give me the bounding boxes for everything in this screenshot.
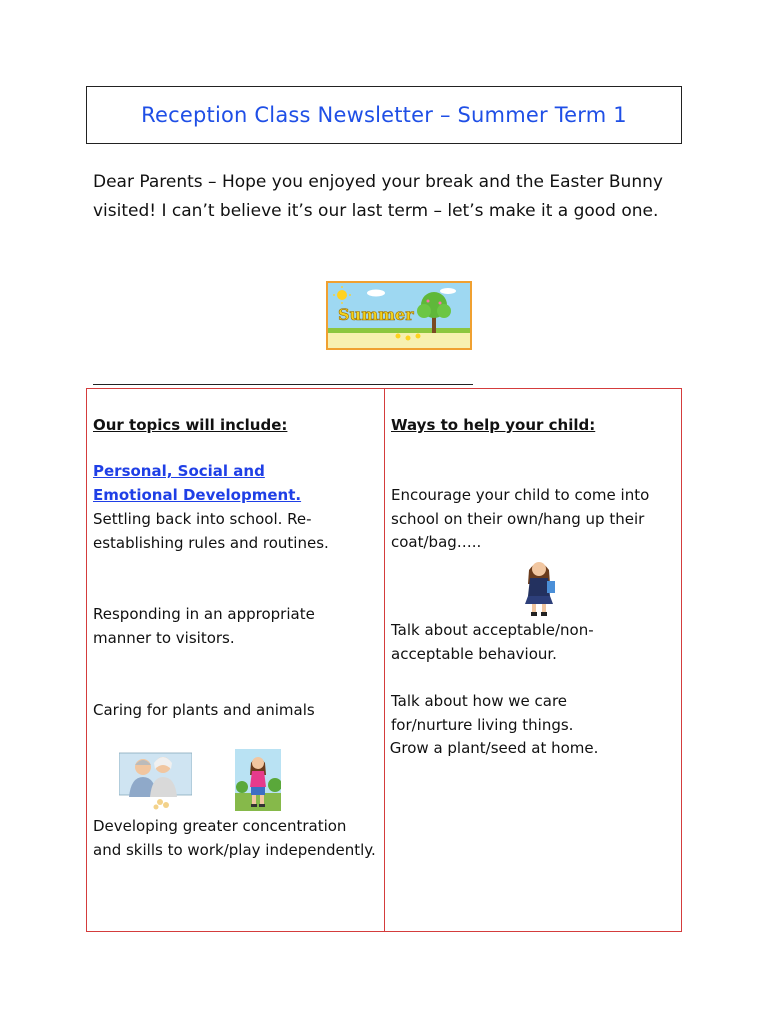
help-tip-care-line1: Talk about how we care — [391, 692, 568, 710]
topic-item-concentration: Developing greater concentration and skills to work/play independently. — [93, 817, 376, 859]
column-divider — [384, 388, 385, 932]
help-tip-behaviour: Talk about acceptable/non-acceptable behaviour. — [391, 621, 594, 663]
pse-title-line1: Personal, Social and — [93, 462, 265, 480]
schoolgirl-illustration — [519, 556, 559, 618]
summer-banner-illustration — [328, 283, 470, 348]
section-rule — [93, 384, 473, 385]
newsletter-title: Reception Class Newsletter – Summer Term 1 — [141, 103, 627, 127]
elderly-couple-image — [119, 747, 192, 810]
schoolgirl-image — [519, 556, 559, 618]
topic-item-visitors: Responding in an appropriate manner to visitors. — [93, 605, 315, 647]
girl-outdoors-image — [235, 749, 281, 811]
summer-banner-image — [326, 281, 472, 350]
help-heading: Ways to help your child: — [391, 416, 596, 434]
topic-item-settling: Settling back into school. Re-establishing rules and routines. — [93, 510, 329, 552]
girl-outdoors-illustration — [235, 749, 281, 811]
summer-banner-label: Summer — [338, 305, 414, 324]
topics-heading: Our topics will include: — [93, 416, 288, 434]
help-tip-care-line3: Grow a plant/seed at home. — [385, 739, 599, 757]
intro-paragraph: Dear Parents – Hope you enjoyed your break and the Easter Bunny visited! I can’t believe it’s our last term – let’s make it a good one. — [93, 172, 663, 221]
help-tip-independence: Encourage your child to come into school on their own/hang up their coat/bag….. — [391, 486, 650, 551]
pse-title-line2: Emotional Development. — [93, 486, 302, 504]
help-tip-care-line2: for/nurture living things. — [391, 716, 574, 734]
title-box — [86, 86, 682, 144]
topic-item-plants: Caring for plants and animals — [93, 701, 315, 719]
elderly-couple-illustration — [119, 747, 192, 810]
